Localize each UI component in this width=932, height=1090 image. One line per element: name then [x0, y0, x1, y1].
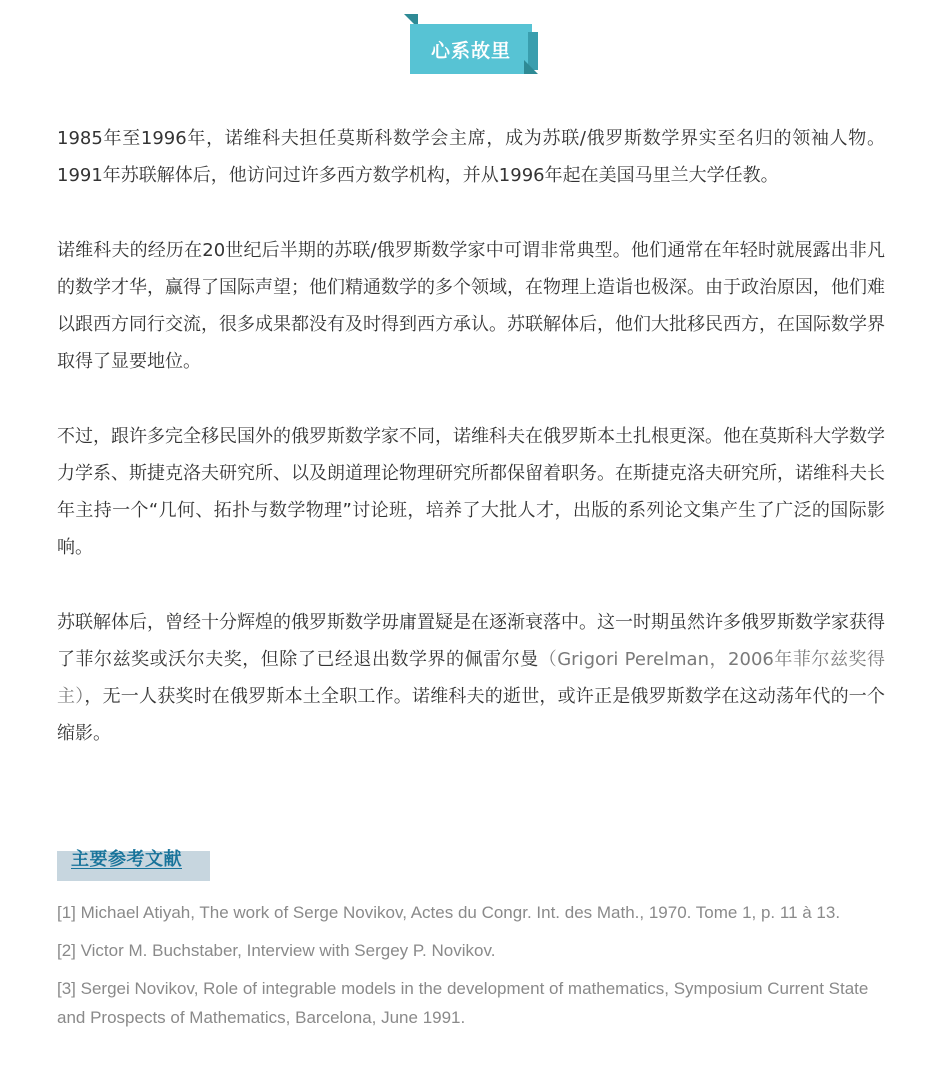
- paragraph-3: 不过，跟许多完全移民国外的俄罗斯数学家不同，诺维科夫在俄罗斯本土扎根更深。他在莫斯科大学数学力学系、斯捷克洛夫研究所、以及朗道理论物理研究所都保留着职务。在斯捷克洛夫研究所，诺维科夫长年主持一个“几何、拓扑与数学物理”讨论班，培养了大批人才，出版的系列论文集产生了广泛的国际影响。: [57, 426, 885, 558]
- paragraph-4: [57, 604, 885, 752]
- references-heading-block: [57, 845, 210, 881]
- paragraph-4-text-a: 苏联解体后，曾经十分辉煌的俄罗斯数学毋庸置疑是在逐渐衰落中。这一时期虽然许多俄罗斯数学家获得了菲尔兹奖或沃尔夫奖，但除了已经退出数学界的佩雷尔曼: [57, 612, 885, 670]
- paragraph-1: 1985年至1996年，诺维科夫担任莫斯科数学会主席，成为苏联/俄罗斯数学界实至名归的领袖人物。1991年苏联解体后，他访问过许多西方数学机构，并从1996年起在美国马里兰大学任教。: [57, 128, 885, 186]
- reference-list: [57, 898, 887, 1041]
- paragraph-4-text-b: ，无一人获奖时在俄罗斯本土全职工作。诺维科夫的逝世，或许正是俄罗斯数学在这动荡年代的一个缩影。: [57, 686, 886, 744]
- reference-item-2: [2] Victor M. Buchstaber, Interview with Sergey P. Novikov.: [57, 941, 496, 960]
- reference-item-1: [1] Michael Atiyah, The work of Serge Novikov, Actes du Congr. Int. des Math., 1970. Tome 1, p. 11 à 13.: [57, 903, 841, 922]
- article-body: [57, 120, 885, 790]
- paragraph-2: 诺维科夫的经历在20世纪后半期的苏联/俄罗斯数学家中可谓非常典型。他们通常在年轻时就展露出非凡的数学才华，赢得了国际声望；他们精通数学的多个领域，在物理上造诣也极深。由于政治原因，他们难以跟西方同行交流，很多成果都没有及时得到西方承认。苏联解体后，他们大批移民西方，在国际数学界取得了显要地位。: [57, 240, 885, 372]
- ribbon-tag: [528, 32, 538, 70]
- ribbon-banner: [410, 24, 532, 74]
- references-heading: 主要参考文献: [71, 849, 182, 870]
- reference-item-3: [3] Sergei Novikov, Role of integrable models in the development of mathematics, Symposium Current State and Prospects of Mathematics, Barcelona, June 1991.: [57, 979, 869, 1027]
- paragraph-4-aside: （Grigori Perelman，2006年菲尔兹奖得主）: [57, 649, 886, 707]
- section-title: 心系故里: [430, 39, 511, 62]
- section-ribbon: [404, 14, 538, 74]
